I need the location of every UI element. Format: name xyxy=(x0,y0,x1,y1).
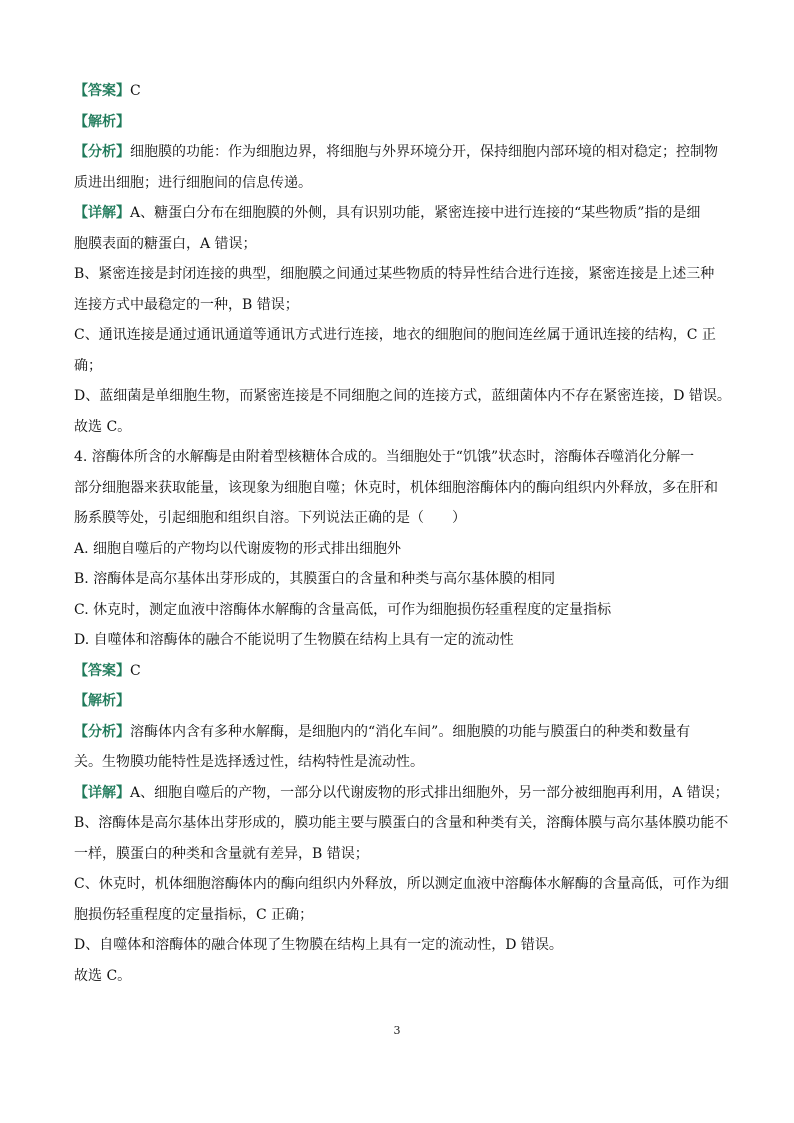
text-line: C、通讯连接是通过通讯通道等通讯方式进行连接，地衣的细胞间的胞间连丝属于通讯连接的结构，C 正 xyxy=(74,327,716,343)
text-line: 连接方式中最稳定的一种，B 错误； xyxy=(74,296,299,313)
page-number: 3 xyxy=(393,1024,401,1037)
question-4-stem: 部分细胞器来获取能量，该现象为细胞自噬；休克时，机体细胞溶酶体内的酶向组织内外释放，多在肝和 xyxy=(74,479,718,496)
question-4-stem: 肠系膜等处，引起细胞和组织自溶。下列说法正确的是（ ） xyxy=(74,510,466,526)
question-4-stem: 4. 溶酶体所含的水解酶是由附着型核糖体合成的。当细胞处于“饥饿”状态时，溶酶体吞噬消化分解一 xyxy=(74,449,695,465)
option-d: D. 自噬体和溶酶体的融合不能说明了生物膜在结构上具有一定的流动性 xyxy=(74,632,514,648)
text-line: D、自噬体和溶酶体的融合体现了生物膜在结构上具有一定的流动性，D 错误。 xyxy=(74,937,563,953)
analysis-tag: 【解析】 xyxy=(74,693,130,709)
xiangjie-tag: 【详解】 xyxy=(74,205,130,221)
option-a: A. 细胞自噬后的产物均以代谢废物的形式排出细胞外 xyxy=(74,540,402,557)
answer-line-1 xyxy=(74,76,724,107)
answer-text: C xyxy=(130,83,141,99)
text-line: 胞膜表面的糖蛋白，A 错误； xyxy=(74,235,257,252)
text-line: 关。生物膜功能特性是选择透过性，结构特性是流动性。 xyxy=(74,754,424,770)
option-c: C. 休克时，测定血液中溶酶体水解酶的含量高低，可作为细胞损伤轻重程度的定量指标 xyxy=(74,601,612,618)
text-line: D、蓝细菌是单细胞生物，而紧密连接是不同细胞之间的连接方式，蓝细菌体内不存在紧密连接，D 错误。 xyxy=(74,388,731,404)
analysis-heading-2 xyxy=(74,686,724,717)
answer-tag: 【答案】 xyxy=(74,83,130,99)
text-line: 确； xyxy=(74,357,102,374)
option-b: B. 溶酶体是高尔基体出芽形成的，其膜蛋白的含量和种类与高尔基体膜的相同 xyxy=(74,571,556,587)
answer-line-2 xyxy=(74,656,724,687)
xiangjie-line-2: 【详解】A、细胞自噬后的产物，一部分以代谢废物的形式排出细胞外，另一部分被细胞再利用，A 错误； xyxy=(74,784,729,801)
fenxi-tag: 【分析】 xyxy=(74,144,130,160)
document-page xyxy=(74,76,731,991)
analysis-tag: 【解析】 xyxy=(74,113,130,130)
fenxi-line-1: 【分析】细胞膜的功能：作为细胞边界，将细胞与外界环境分开，保持细胞内部环境的相对稳定；控制物 xyxy=(74,144,718,160)
analysis-heading-1 xyxy=(74,107,724,138)
text-line: 胞损伤轻重程度的定量指标，C 正确； xyxy=(74,906,314,923)
xiangjie-tag: 【详解】 xyxy=(74,784,130,801)
text-line: B、紧密连接是封闭连接的典型，细胞膜之间通过某些物质的特异性结合进行连接，紧密连接是上述三种 xyxy=(74,266,715,282)
answer-tag: 【答案】 xyxy=(74,662,130,679)
text-line: B、溶酶体是高尔基体出芽形成的，膜功能主要与膜蛋白的含量和种类有关，溶酶体膜与高尔基体膜功能不 xyxy=(74,815,729,831)
conclusion-line: 故选 C。 xyxy=(74,967,132,984)
conclusion-line: 故选 C。 xyxy=(74,418,132,435)
answer-text: C xyxy=(130,662,141,679)
fenxi-tag: 【分析】 xyxy=(74,723,130,740)
fenxi-line-2: 【分析】溶酶体内含有多种水解酶，是细胞内的“消化车间”。细胞膜的功能与膜蛋白的种类和数量有 xyxy=(74,723,691,740)
text-line: 一样，膜蛋白的种类和含量就有差异，B 错误； xyxy=(74,845,369,862)
text-line: C、休克时，机体细胞溶酶体内的酶向组织内外释放，所以测定血液中溶酶体水解酶的含量高低，可作为细 xyxy=(74,876,729,892)
text-line: 质进出细胞；进行细胞间的信息传递。 xyxy=(74,174,312,191)
xiangjie-line-1: 【详解】A、糖蛋白分布在细胞膜的外侧，具有识别功能，紧密连接中进行连接的“某些物质”指的是细 xyxy=(74,205,701,221)
